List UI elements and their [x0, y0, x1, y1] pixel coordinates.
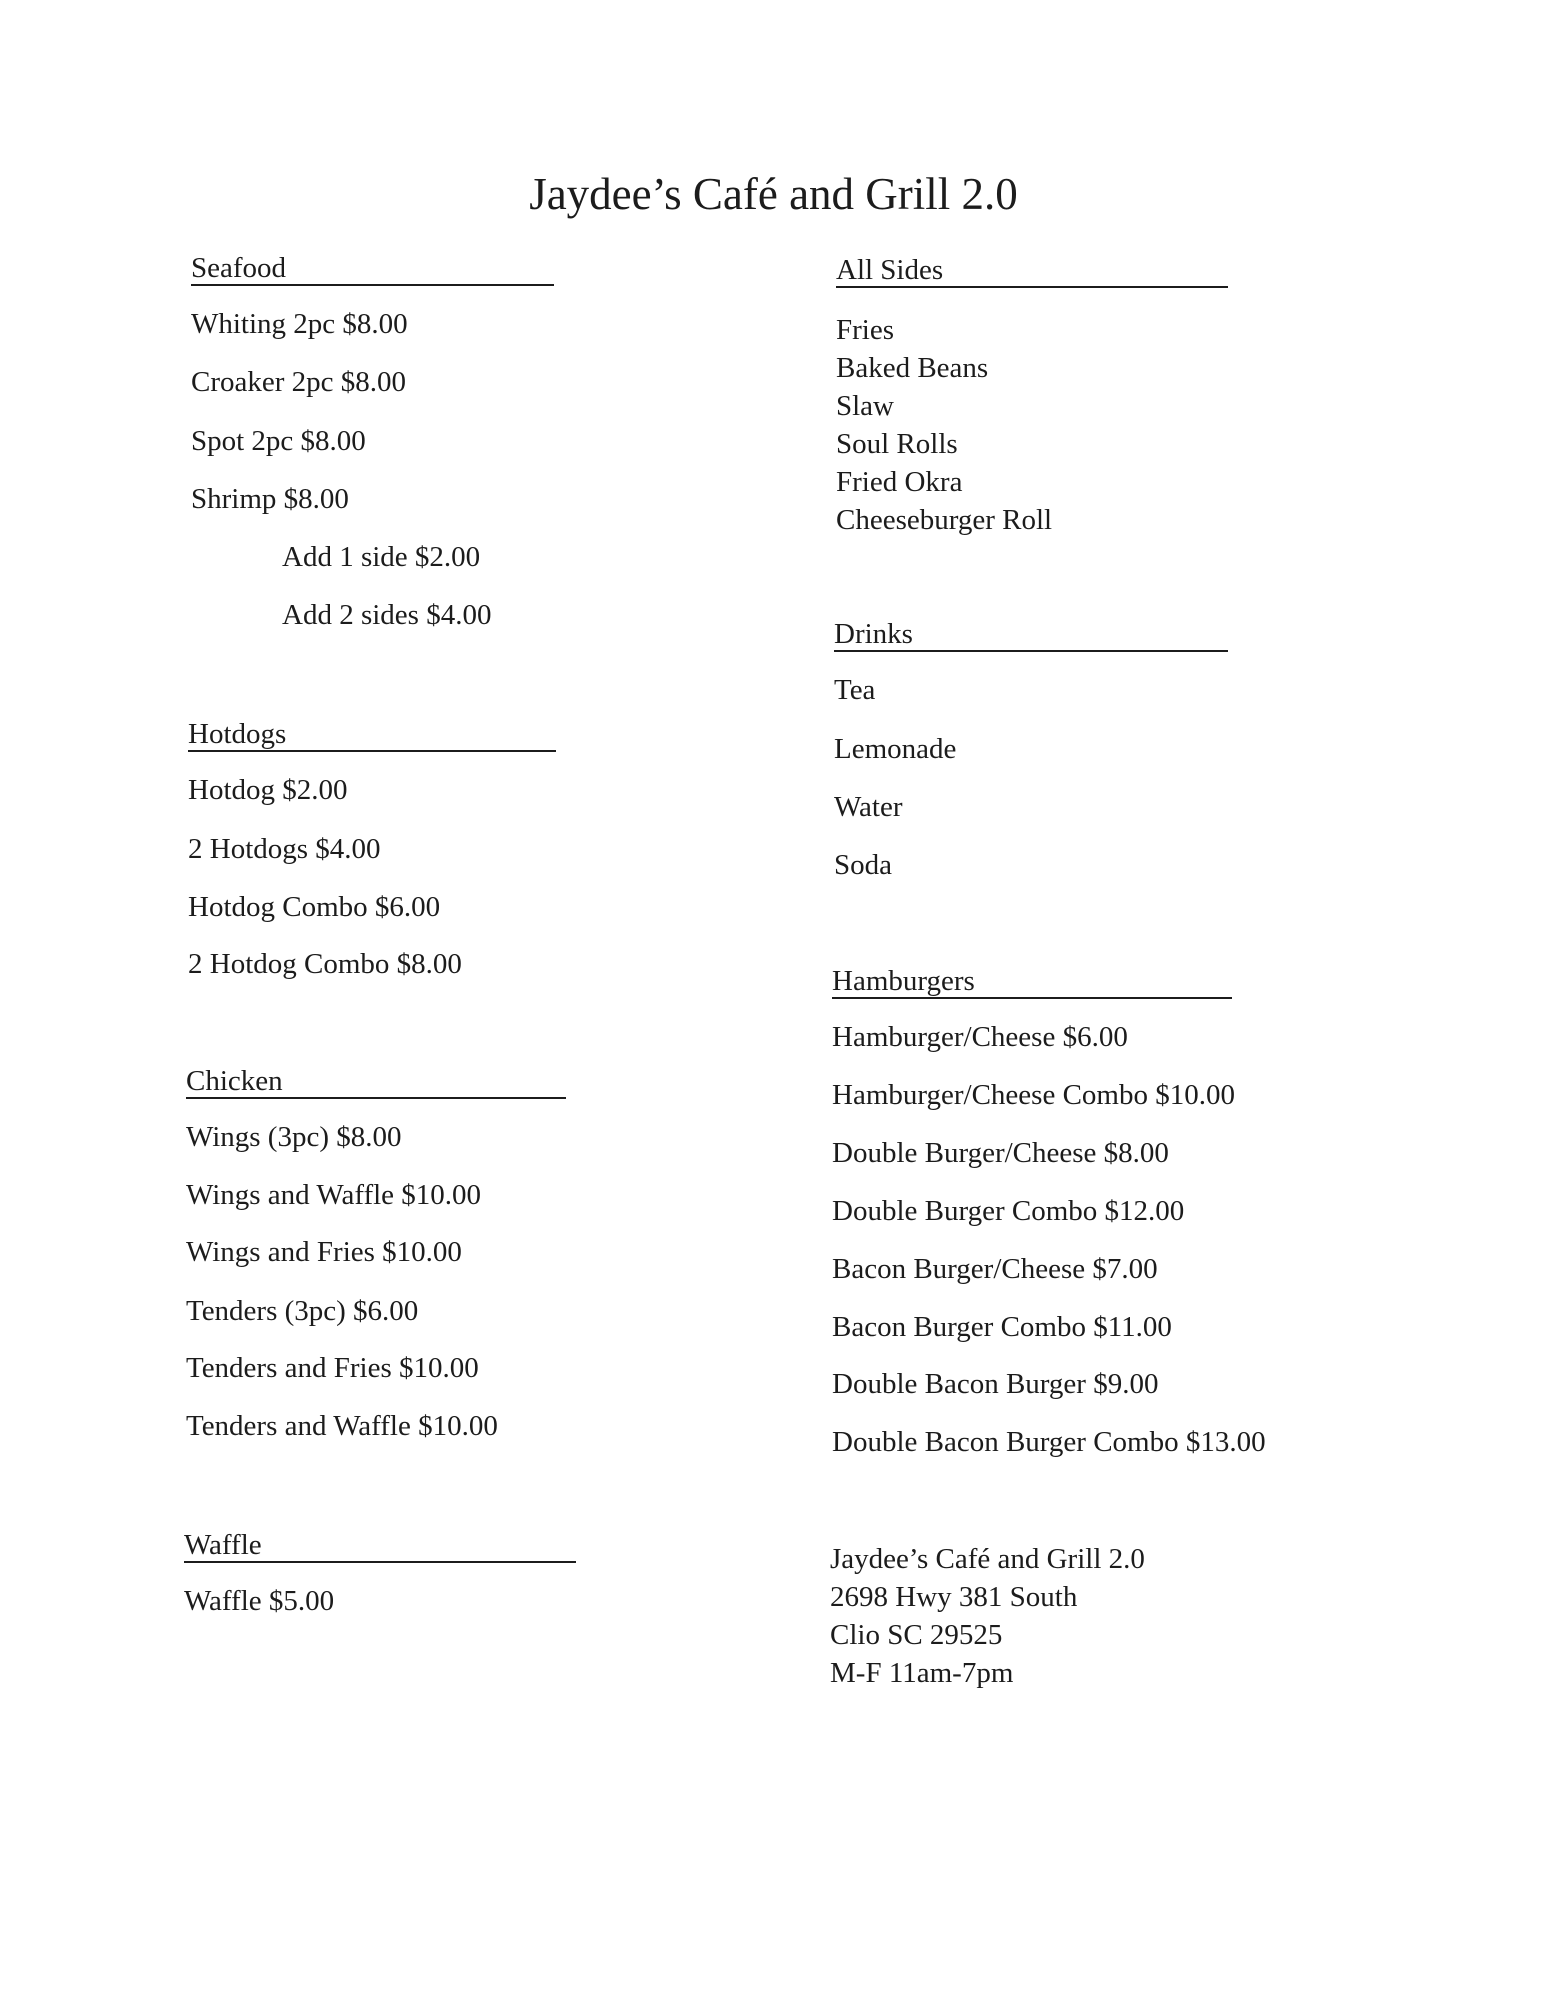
- section-heading: [834, 620, 913, 652]
- heading-underline: [836, 286, 1228, 288]
- menu-item: 2 Hotdog Combo $8.00: [188, 948, 462, 980]
- menu-item: Double Bacon Burger $9.00: [832, 1368, 1159, 1400]
- drinks-heading: Drinks: [834, 618, 913, 650]
- drink-item: Soda: [834, 849, 892, 881]
- menu-item: Whiting 2pc $8.00: [191, 308, 408, 340]
- section-heading: [184, 1531, 262, 1563]
- heading-underline: [186, 1097, 566, 1099]
- menu-item: Double Burger Combo $12.00: [832, 1195, 1185, 1227]
- waffle-heading: Waffle: [184, 1529, 262, 1561]
- menu-item: Spot 2pc $8.00: [191, 425, 366, 457]
- menu-item: Bacon Burger Combo $11.00: [832, 1311, 1172, 1343]
- menu-item: Double Burger/Cheese $8.00: [832, 1137, 1169, 1169]
- side-item: Baked Beans: [836, 352, 989, 384]
- section-heading: [836, 256, 943, 288]
- hamburgers-heading: Hamburgers: [832, 965, 975, 997]
- heading-underline: [188, 750, 556, 752]
- addon-item: Add 2 sides $4.00: [282, 599, 492, 631]
- restaurant-name: Jaydee’s Café and Grill 2.0: [830, 1543, 1145, 1575]
- menu-item: Croaker 2pc $8.00: [191, 366, 407, 398]
- menu-item: Tenders and Fries $10.00: [186, 1352, 479, 1384]
- side-item: Soul Rolls: [836, 428, 958, 460]
- side-item: Cheeseburger Roll: [836, 504, 1053, 536]
- menu-item: Wings and Fries $10.00: [186, 1236, 462, 1268]
- chicken-section: [186, 1065, 498, 1442]
- drinks-section: [834, 618, 957, 881]
- menu-item: Shrimp $8.00: [191, 483, 349, 515]
- side-item: Slaw: [836, 390, 894, 422]
- heading-underline: [184, 1561, 576, 1563]
- side-item: Fries: [836, 314, 894, 346]
- menu-item: Hamburger/Cheese $6.00: [832, 1021, 1128, 1053]
- heading-underline: [832, 997, 1232, 999]
- menu-item: Wings (3pc) $8.00: [186, 1121, 402, 1153]
- menu-item: Hamburger/Cheese Combo $10.00: [832, 1079, 1235, 1111]
- address-block: [830, 1540, 1145, 1692]
- business-hours: M-F 11am-7pm: [830, 1657, 1014, 1689]
- hamburgers-section: [832, 965, 1266, 1458]
- section-heading: [832, 967, 975, 999]
- sides-section: [836, 254, 1053, 536]
- menu-item: Tenders (3pc) $6.00: [186, 1295, 419, 1327]
- menu-item: Double Bacon Burger Combo $13.00: [832, 1426, 1266, 1458]
- menu-item: 2 Hotdogs $4.00: [188, 833, 381, 865]
- side-item: Fried Okra: [836, 466, 963, 498]
- menu-item: Bacon Burger/Cheese $7.00: [832, 1253, 1158, 1285]
- hotdogs-section: [188, 718, 462, 980]
- drink-item: Water: [834, 791, 903, 823]
- menu-item: Hotdog Combo $6.00: [188, 891, 441, 923]
- chicken-heading: Chicken: [186, 1065, 283, 1097]
- seafood-section: [191, 252, 492, 631]
- waffle-section: [184, 1529, 335, 1617]
- drink-item: Lemonade: [834, 733, 957, 765]
- section-heading: [191, 254, 286, 286]
- menu-item: Wings and Waffle $10.00: [186, 1179, 482, 1211]
- heading-underline: [191, 284, 554, 286]
- sides-heading: All Sides: [836, 254, 944, 286]
- seafood-heading: Seafood: [191, 252, 287, 284]
- addon-item: Add 1 side $2.00: [282, 541, 481, 573]
- section-heading: [188, 720, 286, 752]
- heading-underline: [834, 650, 1228, 652]
- hotdogs-heading: Hotdogs: [188, 718, 287, 750]
- street-address: 2698 Hwy 381 South: [830, 1581, 1078, 1613]
- drink-item: Tea: [834, 674, 876, 706]
- menu-item: Waffle $5.00: [184, 1585, 335, 1617]
- menu-item: Tenders and Waffle $10.00: [186, 1410, 498, 1442]
- menu-item: Hotdog $2.00: [188, 774, 348, 806]
- menu-title: Jaydee’s Café and Grill 2.0: [529, 169, 1018, 219]
- section-heading: [186, 1067, 283, 1099]
- city-state-zip: Clio SC 29525: [830, 1619, 1003, 1651]
